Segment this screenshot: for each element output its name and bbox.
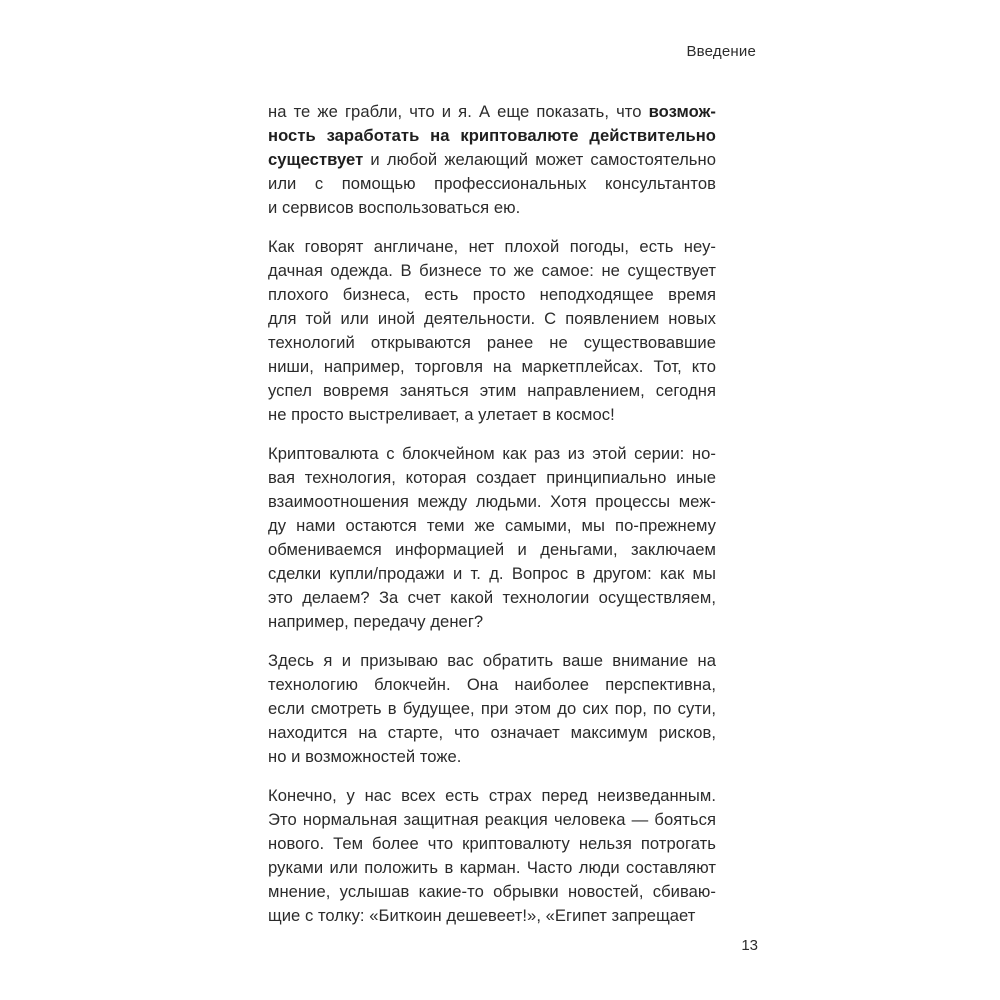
- text-run: щие с толку: «Биткоин дешевеет!», «Египет запрещает: [268, 906, 696, 925]
- text-run: сделки купли/продажи и т. д. Вопрос в другом: как мы: [268, 564, 716, 583]
- text-line: [268, 331, 716, 355]
- text-line: [268, 721, 716, 745]
- text-run: Это нормальная защитная реакция человека — бояться: [268, 810, 716, 829]
- text-run: Криптовалюта с блокчейном как раз из этой серии: но-: [268, 444, 716, 463]
- text-line: [268, 148, 716, 172]
- text-line: [268, 856, 716, 880]
- bold-text: ность заработать на криптовалюте действительно: [268, 126, 716, 145]
- body-text: [268, 100, 716, 943]
- bold-text: возмож-: [648, 102, 716, 121]
- text-line: [268, 832, 716, 856]
- text-line: [268, 490, 716, 514]
- text-run: взаимоотношения между людьми. Хотя процессы меж-: [268, 492, 716, 511]
- text-line: [268, 610, 716, 634]
- text-line: [268, 196, 716, 220]
- paragraph: [268, 649, 716, 769]
- text-line: [268, 259, 716, 283]
- text-line: [268, 538, 716, 562]
- text-run: и любой желающий может самостоятельно: [363, 150, 716, 169]
- text-run: Здесь я и призываю вас обратить ваше внимание на: [268, 651, 716, 670]
- paragraph: [268, 442, 716, 634]
- text-line: [268, 745, 716, 769]
- text-run: если смотреть в будущее, при этом до сих пор, по сути,: [268, 699, 716, 718]
- text-run: или с помощью профессиональных консультантов: [268, 174, 716, 193]
- text-run: руками или положить в карман. Часто люди составляют: [268, 858, 716, 877]
- text-line: [268, 673, 716, 697]
- text-line: [268, 784, 716, 808]
- text-line: [268, 379, 716, 403]
- paragraph: [268, 784, 716, 928]
- text-run: Как говорят англичане, нет плохой погоды, есть неу-: [268, 237, 716, 256]
- text-line: [268, 808, 716, 832]
- text-line: [268, 100, 716, 124]
- text-line: [268, 403, 716, 427]
- text-run: ниши, например, торговля на маркетплейсах. Тот, кто: [268, 357, 716, 376]
- text-line: [268, 355, 716, 379]
- bold-text: существует: [268, 150, 364, 169]
- text-line: [268, 235, 716, 259]
- text-run: но и возможностей тоже.: [268, 747, 462, 766]
- text-run: технологий открываются ранее не существовавшие: [268, 333, 716, 352]
- text-run: для той или иной деятельности. С появлением новых: [268, 309, 716, 328]
- text-line: [268, 904, 716, 928]
- text-line: [268, 562, 716, 586]
- text-run: это делаем? За счет какой технологии осуществляем,: [268, 588, 716, 607]
- text-line: [268, 649, 716, 673]
- text-run: ду нами остаются теми же самыми, мы по-прежнему: [268, 516, 716, 535]
- text-run: не просто выстреливает, а улетает в космос!: [268, 405, 615, 424]
- text-run: на те же грабли, что и я. А еще показать, что: [268, 102, 649, 121]
- text-line: [268, 283, 716, 307]
- text-line: [268, 697, 716, 721]
- text-line: [268, 172, 716, 196]
- text-line: [268, 514, 716, 538]
- text-run: Конечно, у нас всех есть страх перед неизведанным.: [268, 786, 716, 805]
- text-run: вая технология, которая создает принципиально иные: [268, 468, 716, 487]
- paragraph: [268, 100, 716, 220]
- text-line: [268, 466, 716, 490]
- text-run: нового. Тем более что криптовалюту нельзя потрогать: [268, 834, 716, 853]
- text-run: обмениваемся информацией и деньгами, заключаем: [268, 540, 716, 559]
- running-header: Введение: [686, 43, 756, 60]
- page-number: 13: [741, 937, 758, 954]
- text-run: находится на старте, что означает максимум рисков,: [268, 723, 716, 742]
- text-line: [268, 307, 716, 331]
- text-line: [268, 586, 716, 610]
- text-run: дачная одежда. В бизнесе то же самое: не существует: [268, 261, 716, 280]
- text-run: плохого бизнеса, есть просто неподходящее время: [268, 285, 716, 304]
- text-line: [268, 124, 716, 148]
- text-line: [268, 880, 716, 904]
- text-run: мнение, услышав какие-то обрывки новостей, сбиваю-: [268, 882, 716, 901]
- text-line: [268, 442, 716, 466]
- text-run: технологию блокчейн. Она наиболее перспективна,: [268, 675, 716, 694]
- text-run: успел вовремя заняться этим направлением, сегодня: [268, 381, 716, 400]
- text-run: например, передачу денег?: [268, 612, 484, 631]
- text-run: и сервисов воспользоваться ею.: [268, 198, 521, 217]
- paragraph: [268, 235, 716, 427]
